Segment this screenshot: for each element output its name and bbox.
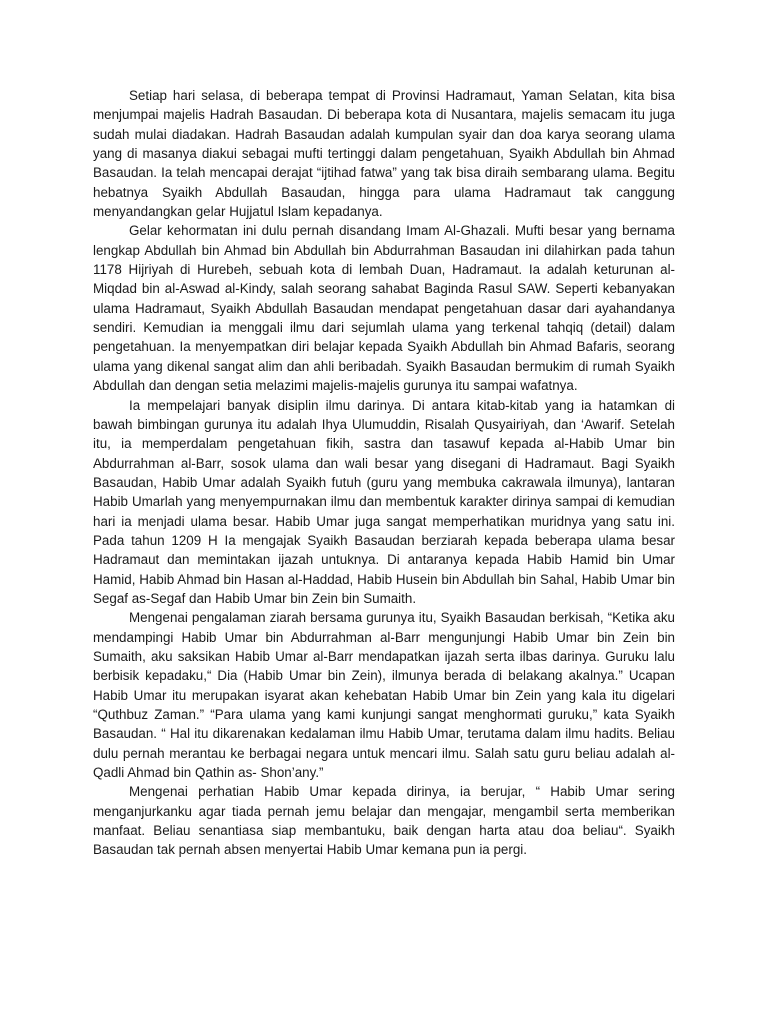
paragraph-2: Gelar kehormatan ini dulu pernah disandang Imam Al-Ghazali. Mufti besar yang bernama lengkap Abdullah bin Ahmad bin Abdullah bin Abdurrahman Basaudan ini dilahirkan pada tahun 1178 Hijriyah di Hurebeh, sebuah kota di lembah Duan, Hadramaut. Ia adalah keturunan al-Miqdad bin al-Aswad al-Kindy, salah seorang sahabat Baginda Rasul SAW. Seperti kebanyakan ulama Hadramaut, Syaikh Abdullah Basaudan mendapat pengetahuan dasar dari ayahandanya sendiri. Kemudian ia menggali ilmu dari sejumlah ulama yang terkenal tahqiq (detail) dalam pengetahuan. Ia menyempatkan diri belajar kepada Syaikh Abdullah bin Ahmad Bafaris, seorang ulama yang dikenal sangat alim dan ahli beribadah. Syaikh Basaudan bermukim di rumah Syaikh Abdullah dan dengan setia melazimi majelis-majelis gurunya itu sampai wafatnya. <box>93 223 675 394</box>
paragraph-5: Mengenai perhatian Habib Umar kepada dirinya, ia berujar, “ Habib Umar sering menganjurkanku agar tiada pernah jemu belajar dan mengajar, mengambil serta memberikan manfaat. Beliau senantiasa siap membantuku, baik dengan harta atau doa beliau“. Syaikh Basaudan tak pernah absen menyertai Habib Umar kemana pun ia pergi. <box>93 784 675 858</box>
document-body <box>93 86 675 860</box>
paragraph-3: Ia mempelajari banyak disiplin ilmu darinya. Di antara kitab-kitab yang ia hatamkan di bawah bimbingan gurunya itu adalah Ihya Ulumuddin, Risalah Qusyairiyah, dan ‘Awarif. Setelah itu, ia memperdalam pengetahuan fikih, sastra dan tasawuf kepada al-Habib Umar bin Abdurrahman al-Barr, sosok ulama dan wali besar yang disegani di Hadramaut. Bagi Syaikh Basaudan, Habib Umar adalah Syaikh futuh (guru yang membuka cakrawala ilmunya), lantaran Habib Umarlah yang menyempurnakan ilmu dan membentuk karakter dirinya sampai di kemudian hari ia menjadi ulama besar. Habib Umar juga sangat memperhatikan muridnya yang satu ini. Pada tahun 1209 H Ia mengajak Syaikh Basaudan berziarah kepada beberapa ulama besar Hadramaut dan memintakan ijazah untuknya. Di antaranya kepada Habib Hamid bin Umar Hamid, Habib Ahmad bin Hasan al-Haddad, Habib Husein bin Abdullah bin Sahal, Habib Umar bin Segaf as-Segaf dan Habib Umar bin Zein bin Sumaith. <box>93 397 675 606</box>
paragraph-4: Mengenai pengalaman ziarah bersama gurunya itu, Syaikh Basaudan berkisah, “Ketika aku mendampingi Habib Umar bin Abdurrahman al-Barr mengunjungi Habib Umar bin Zein bin Sumaith, aku saksikan Habib Umar al-Barr mendapatkan ijazah serta ilbas darinya. Guruku lalu berbisik kepadaku,“ Dia (Habib Umar bin Zein), ilmunya berada di belakang akalnya.” Ucapan Habib Umar itu merupakan isyarat akan kehebatan Habib Umar bin Zein yang kala itu digelari “Quthbuz Zaman.” “Para ulama yang kami kunjungi sangat menghormati guruku,” kata Syaikh Basaudan. “ Hal itu dikarenakan kedalaman ilmu Habib Umar, terutama dalam ilmu hadits. Beliau dulu pernah merantau ke berbagai negara untuk mencari ilmu. Salah satu guru beliau adalah al-Qadli Ahmad bin Qathin as- Shon’any.” <box>93 610 675 781</box>
paragraph-1: Setiap hari selasa, di beberapa tempat di Provinsi Hadramaut, Yaman Selatan, kita bisa menjumpai majelis Hadrah Basaudan. Di beberapa kota di Nusantara, majelis semacam itu juga sudah mulai diadakan. Hadrah Basaudan adalah kumpulan syair dan doa karya seorang ulama yang di masanya diakui sebagai mufti tertinggi dalam pengetahuan, Syaikh Abdullah bin Ahmad Basaudan. Ia telah mencapai derajat “ijtihad fatwa” yang tak bisa diraih sembarang ulama. Begitu hebatnya Syaikh Abdullah Basaudan, hingga para ulama Hadramaut tak canggung menyandangkan gelar Hujjatul Islam kepadanya. <box>93 88 675 220</box>
